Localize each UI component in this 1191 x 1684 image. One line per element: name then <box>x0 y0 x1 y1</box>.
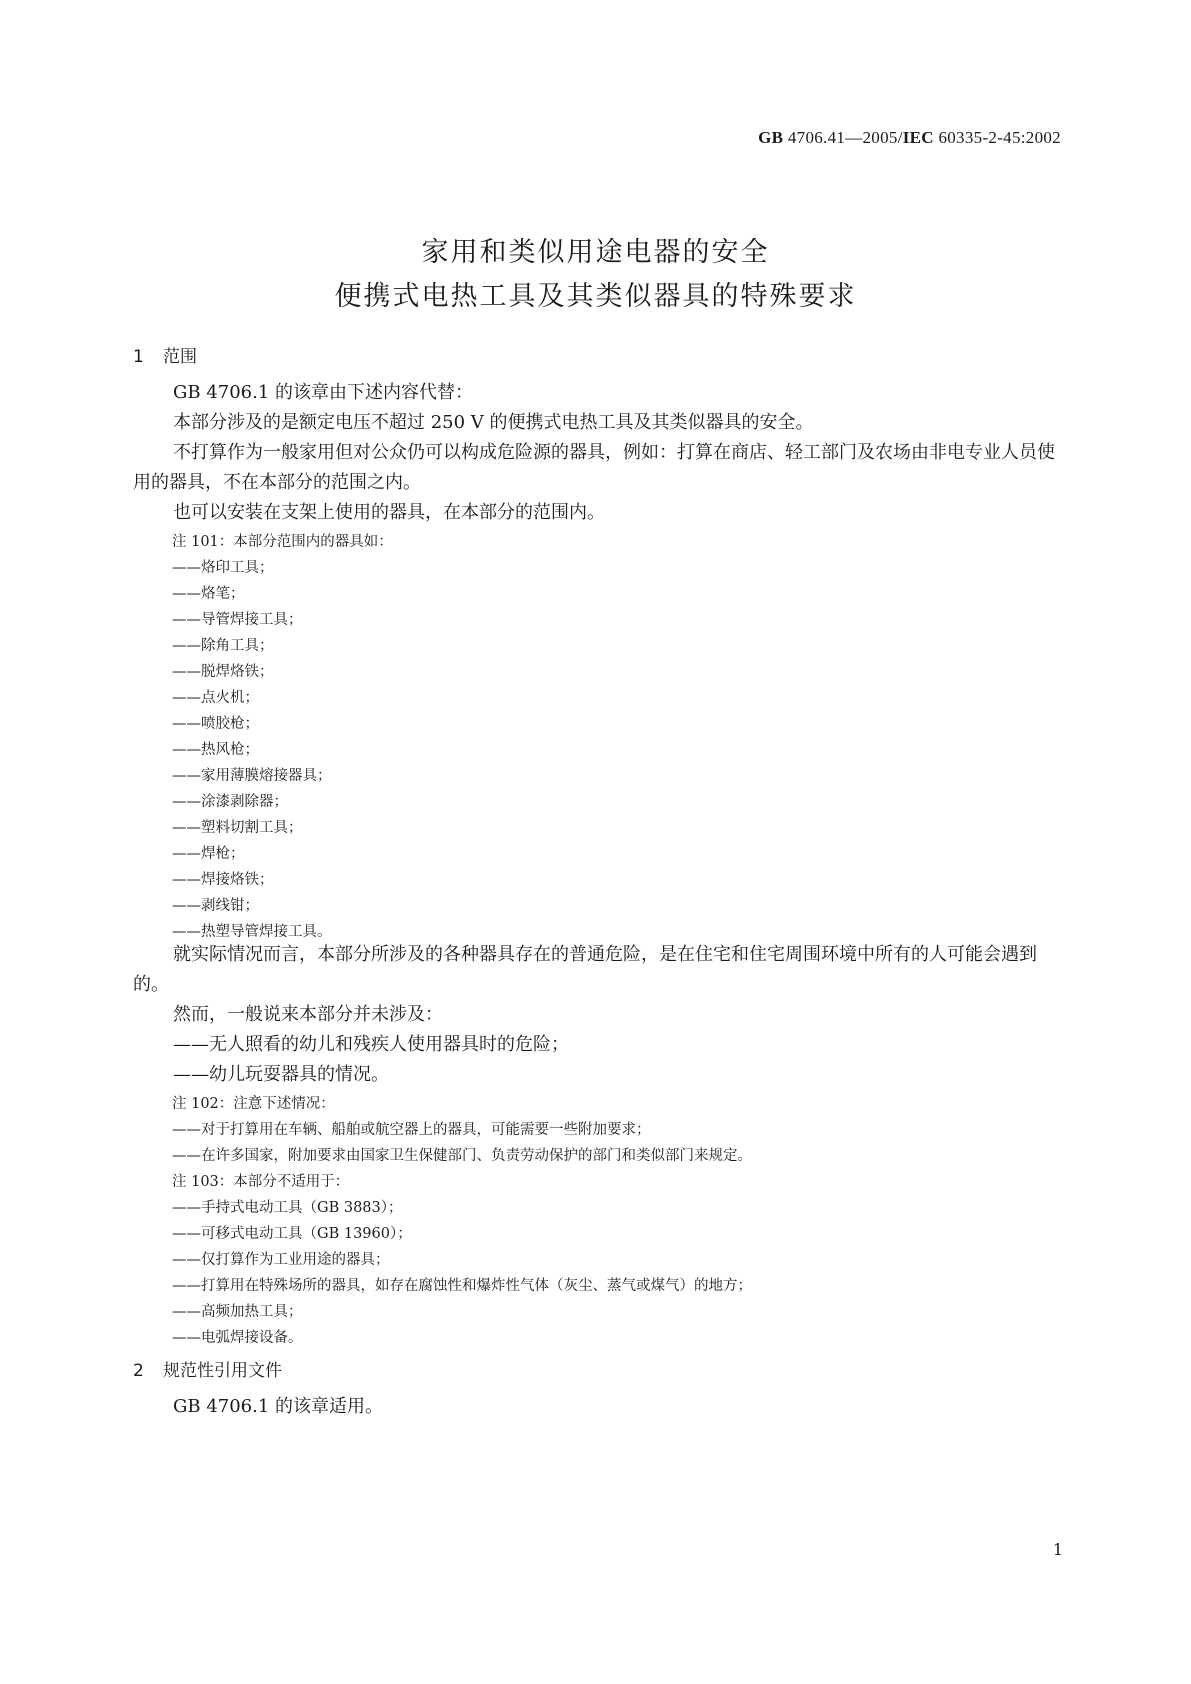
note-list-item: ——点火机； <box>172 690 259 706</box>
section-2-heading: 2 规范性引用文件 <box>133 1361 282 1381</box>
page-number: 1 <box>1052 1540 1063 1559</box>
note-list-item: ——热风枪； <box>172 742 259 758</box>
note-list-item: ——高频加热工具； <box>172 1304 303 1320</box>
note-101-label: 注 101：本部分范围内的器具如： <box>172 534 393 550</box>
note-list-item: ——烙印工具； <box>172 560 274 576</box>
note-list-item: ——喷胶枪； <box>172 716 259 732</box>
note-list-item: ——除角工具； <box>172 638 274 654</box>
note-list-item: ——热塑导管焊接工具。 <box>172 924 332 940</box>
note-list-item: ——打算用在特殊场所的器具，如存在腐蚀性和爆炸性气体（灰尘、蒸气或煤气）的地方； <box>172 1278 752 1294</box>
document-title-line2: 便携式电热工具及其类似器具的特殊要求 <box>334 281 857 312</box>
note-list-item: ——烙笔； <box>172 586 245 602</box>
note-list-item: ——仅打算作为工业用途的器具； <box>172 1252 390 1268</box>
note-list-item: ——对于打算用在车辆、船舶或航空器上的器具，可能需要一些附加要求； <box>172 1122 651 1138</box>
paragraph: 也可以安装在支架上使用的器具，在本部分的范围内。 <box>173 502 605 523</box>
note-list-item: ——焊接烙铁； <box>172 872 274 888</box>
note-102-label: 注 102：注意下述情况： <box>172 1096 335 1112</box>
note-list-item: ——塑料切割工具； <box>172 820 303 836</box>
paragraph: ——无人照看的幼儿和残疾人使用器具时的危险； <box>173 1034 569 1055</box>
paragraph: GB 4706.1 的该章由下述内容代替： <box>173 382 474 403</box>
note-list-item: ——手持式电动工具（GB 3883）； <box>172 1200 403 1216</box>
note-list-item: ——涂漆剥除器； <box>172 794 288 810</box>
note-list-item: ——电弧焊接设备。 <box>172 1330 303 1346</box>
paragraph: ——幼儿玩耍器具的情况。 <box>173 1064 389 1085</box>
standard-code: GB 4706.41—2005/IEC 60335-2-45:2002 <box>758 128 1061 147</box>
note-list-item: ——可移式电动工具（GB 13960）； <box>172 1226 412 1242</box>
paragraph: 就实际情况而言，本部分所涉及的各种器具存在的普通危险，是在住宅和住宅周围环境中所有的人可能会遇到的。 <box>133 944 1037 995</box>
note-list-item: ——导管焊接工具； <box>172 612 303 628</box>
note-list-item: ——焊枪； <box>172 846 245 862</box>
section-1-heading: 1 范围 <box>133 347 197 367</box>
note-list-item: ——在许多国家，附加要求由国家卫生保健部门、负责劳动保护的部门和类似部门来规定。 <box>172 1148 752 1164</box>
note-list-item: ——家用薄膜熔接器具； <box>172 768 332 784</box>
note-103-label: 注 103：本部分不适用于： <box>172 1174 350 1190</box>
paragraph: 然而，一般说来本部分并未涉及： <box>173 1004 443 1025</box>
paragraph: GB 4706.1 的该章适用。 <box>173 1396 384 1417</box>
paragraph: 本部分涉及的是额定电压不超过 250 V 的便携式电热工具及其类似器具的安全。 <box>173 412 814 433</box>
document-title-line1: 家用和类似用途电器的安全 <box>421 237 770 268</box>
note-list-item: ——脱焊烙铁； <box>172 664 274 680</box>
note-list-item: ——剥线钳； <box>172 898 259 914</box>
paragraph: 不打算作为一般家用但对公众仍可以构成危险源的器具，例如：打算在商店、轻工部门及农场由非电专业人员使用的器具，不在本部分的范围之内。 <box>133 442 1055 493</box>
